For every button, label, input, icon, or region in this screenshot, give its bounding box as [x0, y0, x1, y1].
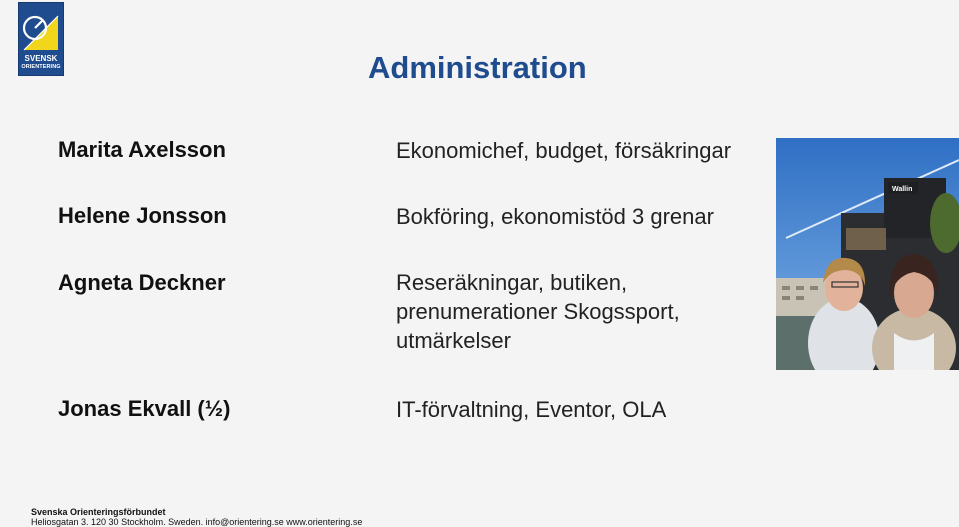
staff-role-3 — [396, 268, 680, 355]
photo-illustration — [776, 138, 959, 370]
svensk-orientering-logo — [18, 2, 64, 76]
footer-address: Heliosgatan 3. 120 30 Stockholm. Sweden. info@orientering.se www.orientering.se — [31, 517, 363, 527]
staff-name-2: Helene Jonsson — [58, 203, 227, 228]
compass-flag-icon — [22, 6, 60, 52]
staff-role-2-line-1: Bokföring, ekonomistöd 3 grenar — [396, 204, 714, 229]
logo-text-orientering: ORIENTERING — [21, 64, 61, 70]
staff-role-1-line-1: Ekonomichef, budget, försäkringar — [396, 138, 732, 163]
photo-sign-text: Wallin — [892, 186, 913, 193]
logo-text-svensk: SVENSK — [24, 54, 58, 63]
staff-role-2 — [396, 202, 714, 231]
staff-role-3-line-1: Reseräkningar, butiken, — [396, 270, 628, 295]
staff-name-3: Agneta Deckner — [58, 270, 226, 295]
staff-name-4: Jonas Ekvall (½) — [58, 396, 231, 421]
staff-role-1 — [396, 136, 731, 165]
staff-role-3-line-2: prenumerationer Skogssport, — [396, 299, 680, 324]
staff-name-1: Marita Axelsson — [58, 137, 226, 162]
staff-photo — [776, 138, 959, 370]
staff-role-4-line-1: IT-förvaltning, Eventor, OLA — [396, 397, 667, 422]
staff-role-3-line-3: utmärkelser — [396, 328, 511, 353]
footer-organization: Svenska Orienteringsförbundet — [31, 507, 166, 517]
page-title: Administration — [368, 50, 587, 85]
staff-role-4 — [396, 395, 666, 424]
